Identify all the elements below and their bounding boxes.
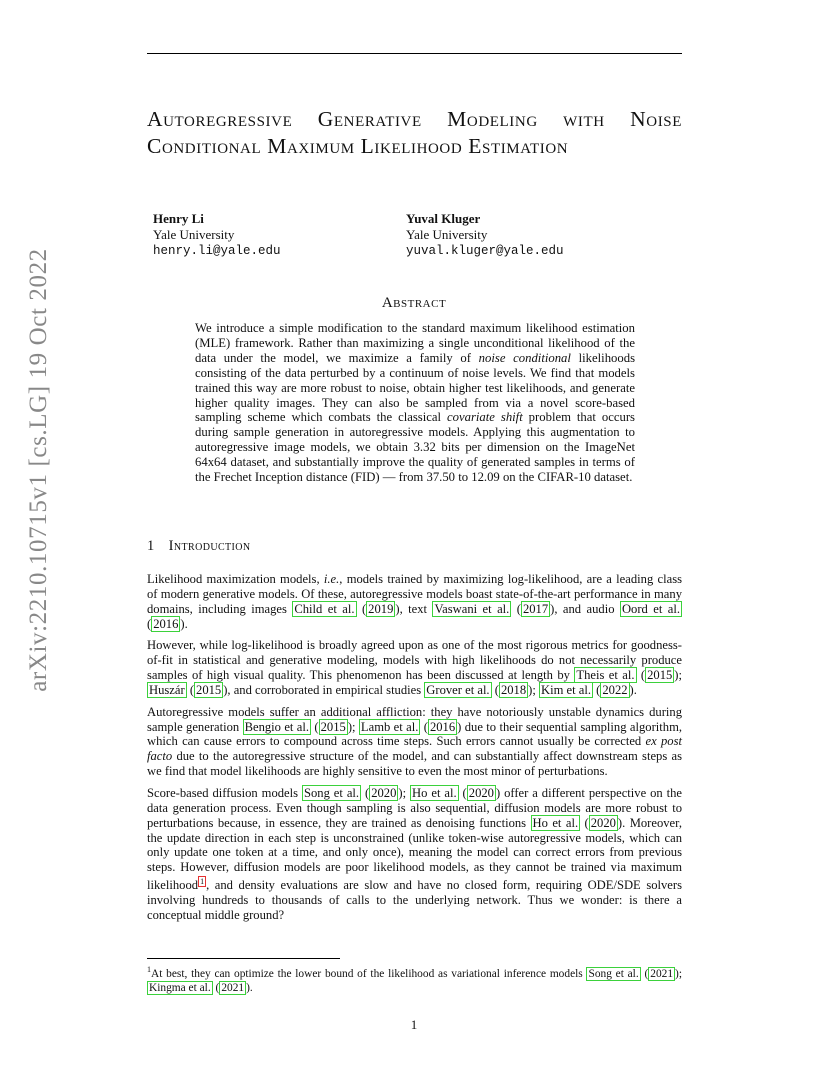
citation-link[interactable]: Song et al. xyxy=(303,785,360,800)
citation-link[interactable]: Oord et al. xyxy=(621,601,681,616)
arxiv-stamp: arXiv:2210.10715v1 [cs.LG] 19 Oct 2022 xyxy=(25,248,52,692)
author-email: henry.li@yale.edu xyxy=(153,244,281,258)
paper-title: Autoregressive Generative Modeling with Noise Conditional Maximum Likelihood Estimation xyxy=(147,107,682,158)
citation-link[interactable]: Theis et al. xyxy=(576,668,635,683)
citation-link[interactable]: Ho et al. xyxy=(412,785,457,800)
section-title: Introduction xyxy=(168,538,251,554)
top-rule xyxy=(147,53,682,54)
footnote-rule xyxy=(147,958,340,959)
author-name: Henry Li xyxy=(153,211,204,226)
paragraph-4: Score-based diffusion models Song et al. ( 2020 ); Ho et al. ( 2020 ) offer a different perspective on the data generation process. Even though sampling is also sequential, diffusion models are more robust to perturbations because, in essence, they are trained as denoising functions Ho et al. ( 2020 ). Moreover, the update direction in each step is unconstrained (unlike token-wise autoregressive models, which can only update one token at a time, and only once), meaning the model can correct errors from previous steps. However, diffusion models are poor likelihood models, as they cannot be trained via maximum likelihood $^1$ , and density evaluations are slow and have no closed form, requiring ODE/SDE solvers involving hundreds to thousands of calls to the underlying network. Thus we wonder: is there a conceptual middle ground? xyxy=(147,785,683,922)
author-affiliation: Yale University xyxy=(406,227,488,242)
abstract-text: We introduce a simple modification to the standard maximum likelihood estimation (MLE) framework. Rather than maximizing a single unconditional likelihood of the data under the model, we maximize a family of noise conditional likelihoods consisting of the data perturbed by a continuum of noise levels. We find that models trained this way are more robust to noise, obtain higher test likelihoods, and generate higher quality images. They can also be sampled from via a novel score-based sampling scheme which combats the classical covariate shift problem that occurs during sample generation in autoregressive models. Applying this augmentation to autoregressive image models, we obtain 3.32 bits per dimension on the ImageNet 64x64 dataset, and substantially improve the quality of generated samples in terms of the Frechet Inception distance (FID) — from 37.50 to 12.09 on the CIFAR-10 dataset. xyxy=(195,321,636,485)
citation-year-link[interactable]: 2022 xyxy=(602,682,628,697)
citation-year-link[interactable]: 2015 xyxy=(196,682,222,697)
citation-year-link[interactable]: 2019 xyxy=(368,601,394,616)
citation-link[interactable]: Lamb et al. xyxy=(360,719,419,734)
author-2 xyxy=(406,211,564,259)
citation-year-link[interactable]: 2018 xyxy=(500,682,527,697)
footnote-mark: 1 xyxy=(147,965,151,974)
paragraph-1: Likelihood maximization models, i.e., models trained by maximizing log-likelihood, are a leading class of modern generative models. Of these, autoregressive models boast state-of-the-art performance in many domains, including images Child et al. ( 2019 ), text Vaswani et al. ( 2017 ), and audio Oord et al. ( 2016 ). xyxy=(147,572,682,631)
citation-link[interactable]: Vaswani et al. xyxy=(434,601,510,616)
body-text xyxy=(147,572,682,930)
citation-year-link[interactable]: 2017 xyxy=(522,601,549,616)
section-heading xyxy=(147,538,251,555)
footnote-marker-link[interactable]: 1 xyxy=(200,877,205,887)
page-number: 1 xyxy=(410,1017,418,1032)
citation-link[interactable]: Bengio et al. xyxy=(244,719,310,734)
citation-year-link[interactable]: 2021 xyxy=(221,981,245,994)
citation-link[interactable]: Kim et al. xyxy=(540,682,591,697)
citation-year-link[interactable]: 2021 xyxy=(650,967,674,980)
abstract-heading: Abstract xyxy=(381,295,447,311)
footnote: $^1$At best, they can optimize the lower bound of the likelihood as variational inference models Song et al. ( 2021 ); Kingma et al. ( 2021 ). xyxy=(147,965,682,994)
citation-year-link[interactable]: 2020 xyxy=(371,785,397,800)
author-email: yuval.kluger@yale.edu xyxy=(406,244,564,258)
citation-link[interactable]: Song et al. xyxy=(588,967,639,980)
citation-year-link[interactable]: 2015 xyxy=(320,719,346,734)
citation-link[interactable]: Kingma et al. xyxy=(149,981,211,994)
author-1 xyxy=(153,211,281,259)
citation-link[interactable]: Ho et al. xyxy=(532,815,579,830)
citation-year-link[interactable]: 2016 xyxy=(429,719,456,734)
paragraph-2: However, while log-likelihood is broadly agreed upon as one of the most rigorous metrics for goodness-of-fit in statistical and generative modeling, models with high likelihoods do not necessarily produce samples of high visual quality. This phenomenon has been discussed at length by Theis et al. ( 2015 ); Huszár ( 2015 ), and corroborated in empirical studies Grover et al. ( 2018 ); Kim et al. ( 2022 ). xyxy=(147,638,682,697)
section-number: 1 xyxy=(147,538,155,554)
author-name: Yuval Kluger xyxy=(406,211,481,226)
citation-link[interactable]: Grover et al. xyxy=(426,682,490,697)
citation-year-link[interactable]: 2020 xyxy=(468,785,494,800)
author-affiliation: Yale University xyxy=(153,227,235,242)
citation-year-link[interactable]: 2015 xyxy=(647,668,673,683)
citation-year-link[interactable]: 2020 xyxy=(590,815,616,830)
paragraph-3: Autoregressive models suffer an additional affliction: they have notoriously unstable dynamics during sample generation Bengio et al. ( 2015 ); Lamb et al. ( 2016 ) due to their sequential sampling algorithm, which can cause errors to compound across time steps. Such errors cannot usually be corrected ex post facto due to the autoregressive structure of the model, and can substantially affect downstream steps as we find that model likelihoods are highly sensitive to even the most minor of perturbations. xyxy=(147,704,683,779)
citation-link[interactable]: Huszár xyxy=(149,682,185,697)
citation-year-link[interactable]: 2016 xyxy=(153,616,179,631)
citation-link[interactable]: Child et al. xyxy=(294,601,355,616)
